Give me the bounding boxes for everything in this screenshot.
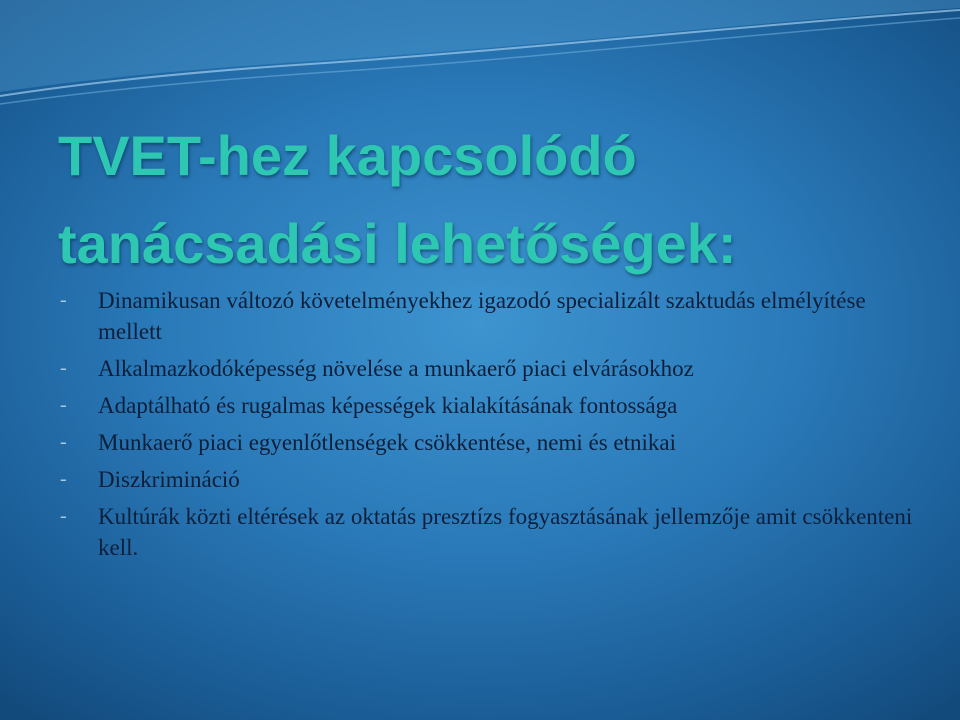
bullet-dash: - — [60, 289, 67, 311]
slide-title — [58, 112, 938, 288]
bullet-text: Dinamikusan változó követelményekhez igazodó specializált szaktudás elmélyítése mellett — [98, 288, 866, 344]
bullet-item — [58, 353, 918, 384]
bullet-dash: - — [60, 468, 67, 490]
bullet-dash: - — [60, 394, 67, 416]
bullet-dash: - — [60, 357, 67, 379]
bullet-text: Alkalmazkodóképesség növelése a munkaerő piaci elvárásokhoz — [98, 356, 694, 381]
bullet-list — [58, 285, 918, 569]
bullet-item — [58, 501, 918, 563]
decorative-wave — [0, 0, 960, 110]
bullet-text: Adaptálható és rugalmas képességek kialakításának fontossága — [98, 393, 678, 418]
bullet-text: Kultúrák közti eltérések az oktatás presztízs fogyasztásának jellemzője amit csökkenteni kell. — [98, 504, 913, 560]
bullet-text: Munkaerő piaci egyenlőtlenségek csökkentése, nemi és etnikai — [98, 430, 676, 455]
bullet-dash: - — [60, 431, 67, 453]
bullet-text: Diszkrimináció — [98, 467, 240, 492]
bullet-item — [58, 285, 918, 347]
slide-title-line-1: TVET-hez kapcsolódó — [58, 124, 637, 187]
bullet-item — [58, 390, 918, 421]
slide-title-line-2: tanácsadási lehetőségek: — [58, 212, 737, 275]
bullet-item — [58, 464, 918, 495]
bullet-dash: - — [60, 505, 67, 527]
bullet-item — [58, 427, 918, 458]
